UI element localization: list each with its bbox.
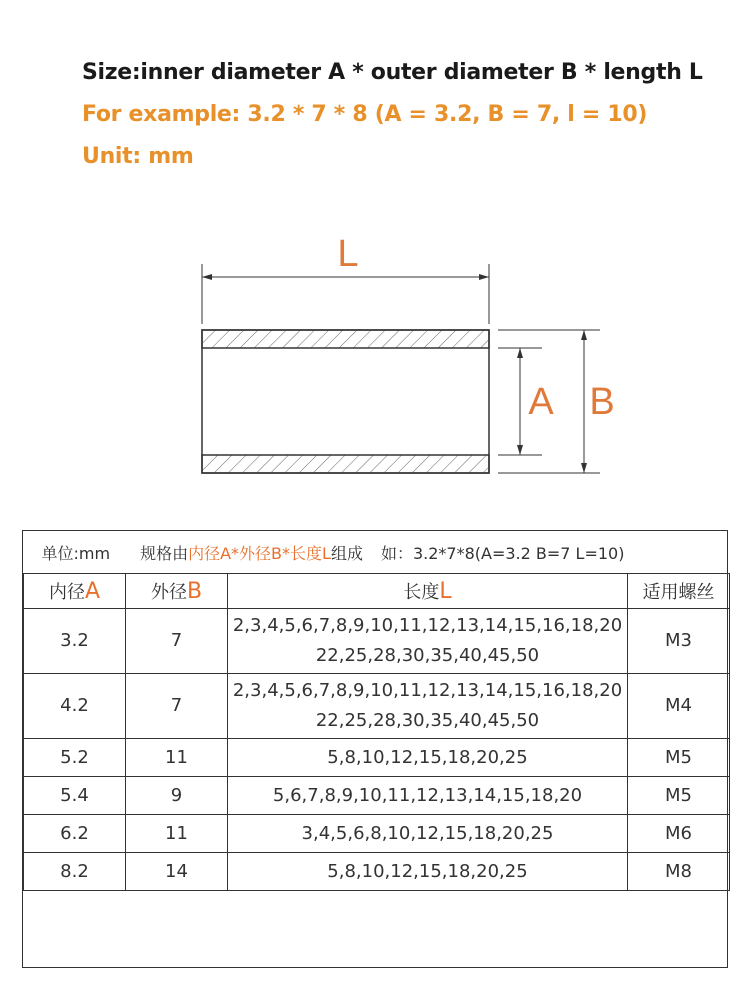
bushing-dimension-diagram — [0, 220, 750, 490]
header-screw: 适用螺丝 — [628, 574, 730, 609]
outer-diameter-dimension — [498, 330, 615, 473]
table-row — [24, 815, 730, 853]
header-length: 长度L — [228, 574, 628, 609]
example-line: For example: 3.2 * 7 * 8 (A = 3.2, B = 7, l = 10) — [82, 102, 648, 127]
label-l: L — [337, 233, 359, 275]
header-outer-diameter: 外径B — [126, 574, 228, 609]
cell-inner: 6.2 — [24, 815, 126, 853]
cell-outer: 11 — [126, 739, 228, 777]
cell-inner: 5.2 — [24, 739, 126, 777]
table-row — [24, 853, 730, 891]
table-header-row — [24, 574, 730, 609]
cell-outer: 9 — [126, 777, 228, 815]
size-title: Size:inner diameter A * outer diameter B * length L — [82, 60, 703, 85]
cell-length: 2,3,4,5,6,7,8,9,10,11,12,13,14,15,16,18,20 22,25,28,30,35,40,45,50 — [228, 609, 628, 674]
cell-length: 3,4,5,6,8,10,12,15,18,20,25 — [228, 815, 628, 853]
table-caption — [24, 531, 730, 574]
cell-outer: 7 — [126, 609, 228, 674]
cell-outer: 14 — [126, 853, 228, 891]
table-row — [24, 739, 730, 777]
cell-screw: M8 — [628, 853, 730, 891]
cell-screw: M3 — [628, 609, 730, 674]
table-row — [24, 609, 730, 674]
cell-inner: 4.2 — [24, 674, 126, 739]
cell-length: 5,8,10,12,15,18,20,25 — [228, 853, 628, 891]
spec-table — [22, 530, 728, 968]
cell-length: 5,6,7,8,9,10,11,12,13,14,15,18,20 — [228, 777, 628, 815]
header-inner-diameter: 内径A — [24, 574, 126, 609]
cell-outer: 7 — [126, 674, 228, 739]
caption-spec-suffix: 组成 — [330, 543, 363, 563]
table-row — [24, 777, 730, 815]
cell-inner: 3.2 — [24, 609, 126, 674]
cell-length: 5,8,10,12,15,18,20,25 — [228, 739, 628, 777]
sleeve-body — [202, 330, 489, 473]
cell-screw: M5 — [628, 739, 730, 777]
table-row — [24, 674, 730, 739]
cell-screw: M5 — [628, 777, 730, 815]
cell-inner: 5.4 — [24, 777, 126, 815]
caption-spec-prefix: 规格由 — [140, 543, 189, 563]
caption-example: 如：3.2*7*8(A=3.2 B=7 L=10) — [380, 543, 625, 563]
cell-inner: 8.2 — [24, 853, 126, 891]
inner-diameter-dimension — [498, 348, 554, 455]
caption-unit: 单位:mm — [41, 543, 111, 563]
caption-spec-highlight: 内径A*外径B*长度L — [188, 543, 331, 563]
cell-screw: M6 — [628, 815, 730, 853]
cell-screw: M4 — [628, 674, 730, 739]
cell-length: 2,3,4,5,6,7,8,9,10,11,12,13,14,15,16,18,20 22,25,28,30,35,40,45,50 — [228, 674, 628, 739]
length-dimension — [202, 233, 489, 324]
cell-outer: 11 — [126, 815, 228, 853]
label-a: A — [528, 381, 554, 423]
label-b: B — [589, 381, 615, 423]
unit-line: Unit: mm — [82, 144, 194, 169]
